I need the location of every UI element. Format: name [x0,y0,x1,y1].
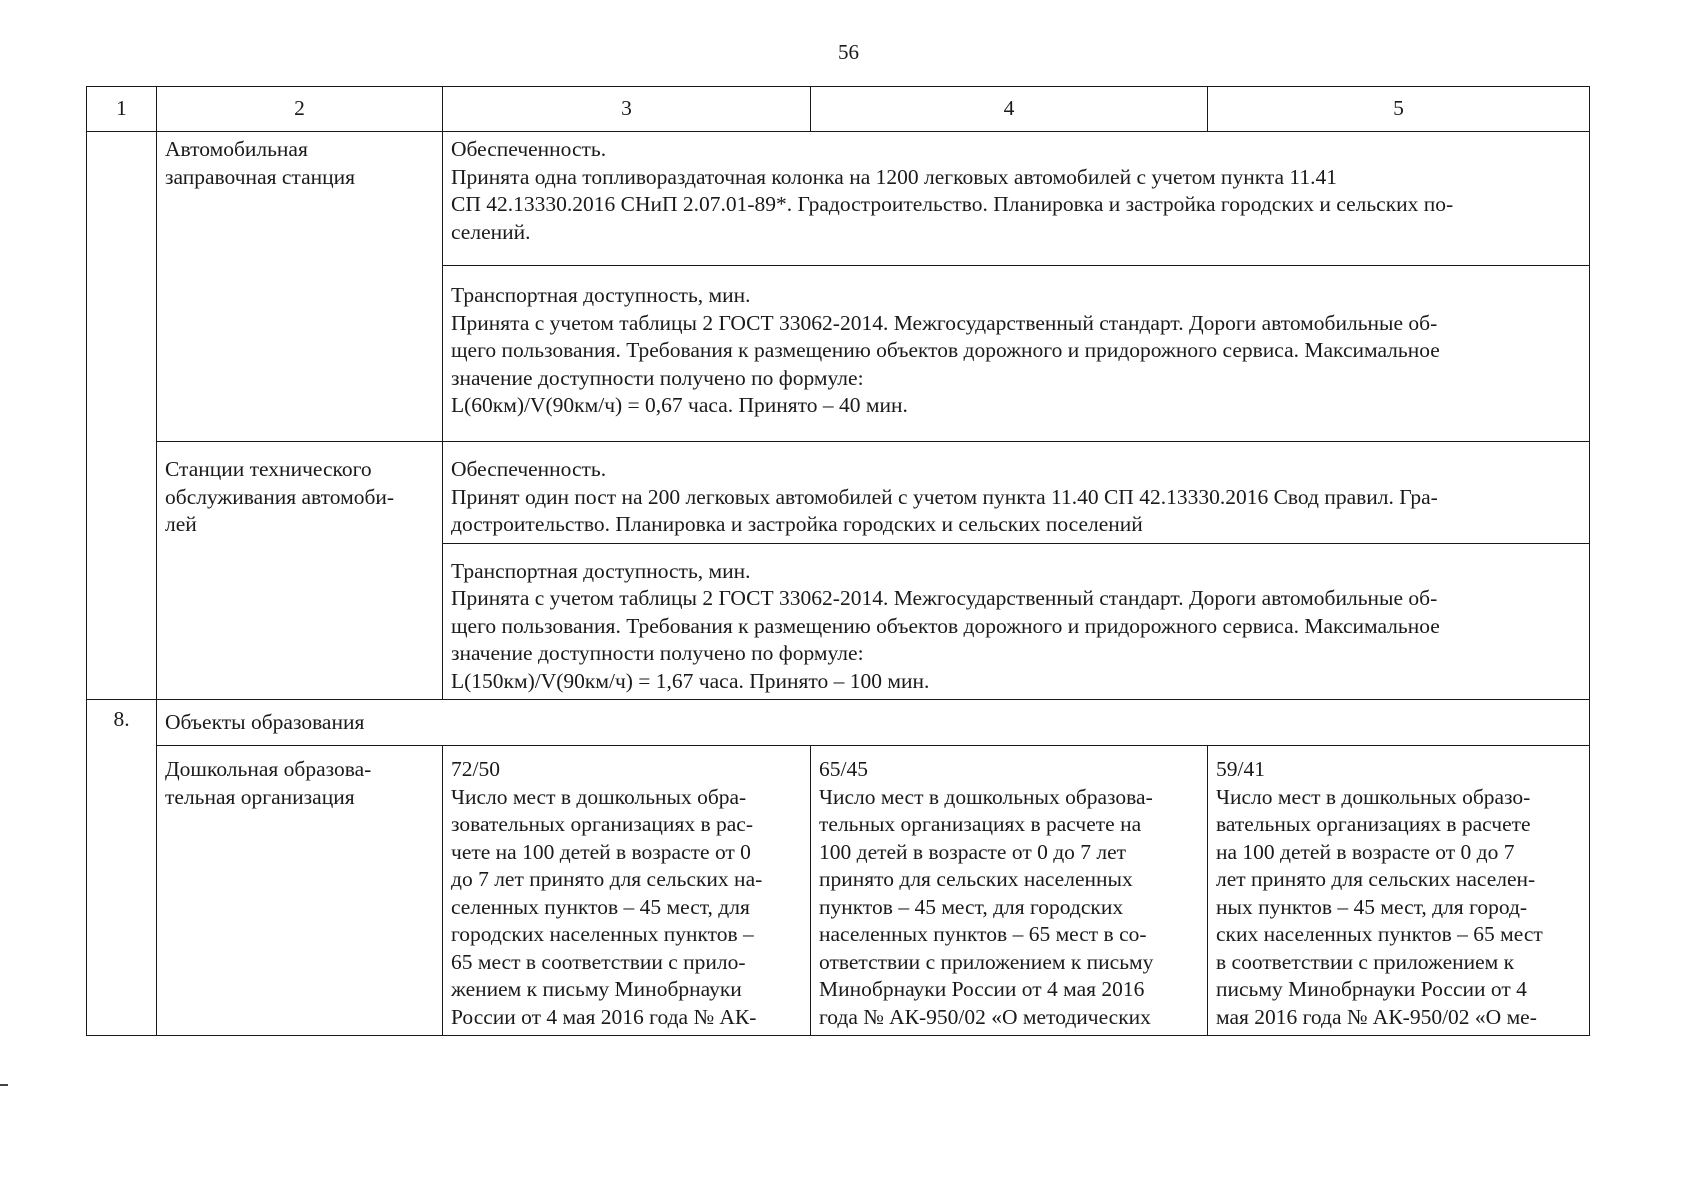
object-name: Дошкольная образова- тельная организация [165,757,372,809]
header-col-3: 3 [443,87,811,132]
section-number: 8. [87,700,157,1036]
table-row [87,746,1590,1036]
table-row [87,132,1590,266]
provision-text: Обеспеченность. Принята одна топливораздаточная колонка на 1200 легковых автомобилей с учетом пункта 11.41 СП 42.13330.2016 СНиП 2.07.01-89*. Градостроительство. Планировка и застройка городских и сельских по- селений. [451,137,1454,244]
accessibility-text: Транспортная доступность, мин. Принята с учетом таблицы 2 ГОСТ 33062-2014. Межгосударственный стандарт. Дороги автомобильные об- щего пользования. Требования к размещению объектов дорожного и придорожного сервиса. Максимальное значение доступности получено по формуле: L(150км)/V(90км/ч) = 1,67 часа. Принято – 100 мин. [451,558,1440,693]
value-text: 65/45 Число мест в дошкольных образова- тельных организациях в расчете на 100 детей в возрасте от 0 до 7 лет принято для сельских населенных пунктов – 45 мест, для городских населенных пунктов – 65 мест в со- ответствии с приложением к письму Минобрнауки России от 4 мая 2016 года № АК-950/02 «О методических [819,757,1154,1029]
section-row [87,700,1590,746]
value-text: 72/50 Число мест в дошкольных обра- зовательных организациях в рас- чете на 100 детей в возрасте от 0 до 7 лет принято для сельских на- селенных пунктов – 45 мест, для городских населенных пунктов – 65 мест в соответствии с прило- жением к письму Минобрнауки России от 4 мая 2016 года № АК- [451,757,763,1029]
value-text: 59/41 Число мест в дошкольных образо- вательных организациях в расчете на 100 детей в возрасте от 0 до 7 лет принято для сельских населен- ных пунктов – 45 мест, для город- ских населенных пунктов – 65 мест в соответствии с приложением к письму Минобрнауки России от 4 мая 2016 года № АК-950/02 «О ме- [1216,757,1543,1029]
norms-table [86,86,1590,1036]
header-col-4: 4 [811,87,1208,132]
accessibility-text: Транспортная доступность, мин. Принята с учетом таблицы 2 ГОСТ 33062-2014. Межгосударственный стандарт. Дороги автомобильные об- щего пользования. Требования к размещению объектов дорожного и придорожного сервиса. Максимальное значение доступности получено по формуле: L(60км)/V(90км/ч) = 0,67 часа. Принято – 40 мин. [451,283,1440,417]
section-title: Объекты образования [157,700,1590,746]
provision-text: Обеспеченность. Принят один пост на 200 легковых автомобилей с учетом пункта 11.40 СП 42.13330.2016 Свод правил. Гра- достроительство. Планировка и застройка городских и сельских поселений [451,457,1438,536]
scan-mark [0,1084,8,1086]
value-cell-col-3 [443,746,811,1036]
object-name: Станции технического обслуживания автомоби- лей [165,457,395,536]
object-name-cell [157,746,443,1036]
header-row [87,87,1590,132]
object-name-cell [157,132,443,442]
table-row [87,442,1590,544]
accessibility-cell [443,543,1590,700]
page-number: 56 [838,40,859,64]
provision-cell [443,132,1590,266]
header-col-5: 5 [1208,87,1590,132]
object-name-cell [157,442,443,700]
header-col-2: 2 [157,87,443,132]
header-col-1: 1 [87,87,157,132]
provision-cell [443,442,1590,544]
value-cell-col-5 [1208,746,1590,1036]
accessibility-cell [443,266,1590,442]
value-cell-col-4 [811,746,1208,1036]
object-name: Автомобильная заправочная станция [165,137,356,189]
empty-number-cell [87,132,157,700]
